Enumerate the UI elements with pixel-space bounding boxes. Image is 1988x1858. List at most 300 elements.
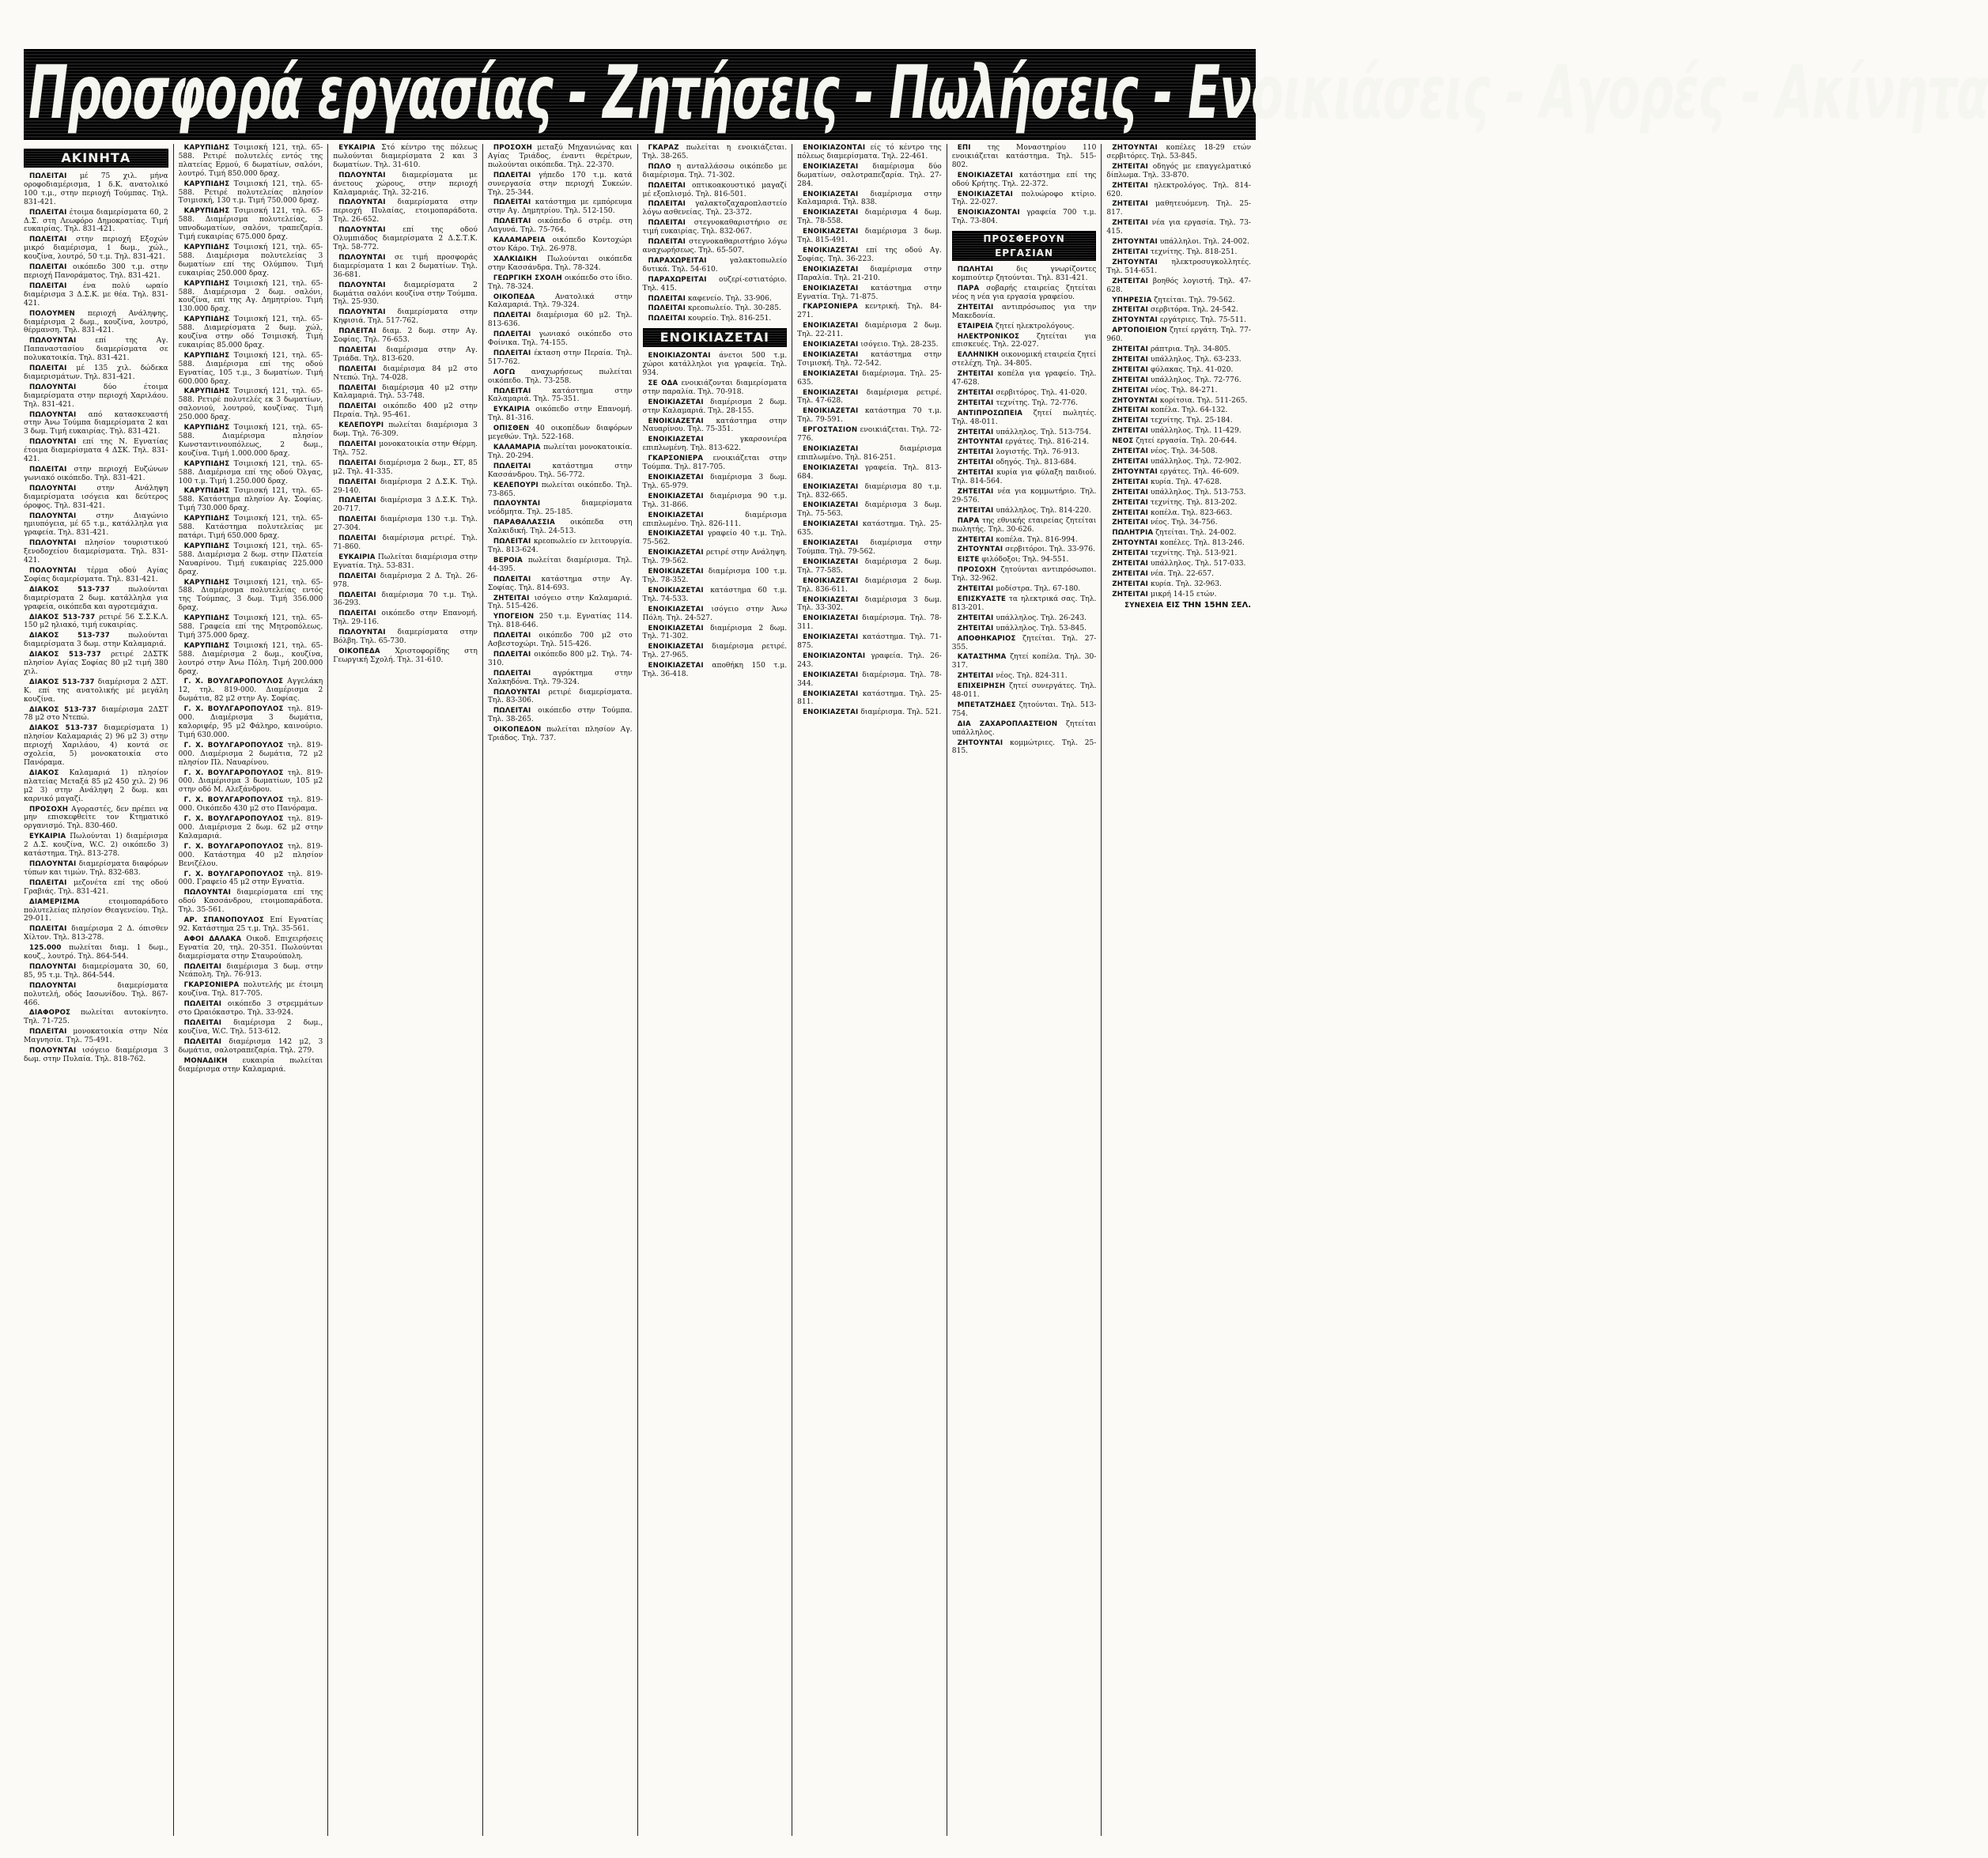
classified-ad	[179, 424, 323, 459]
classified-ad	[797, 690, 942, 708]
ad-keyword: ΥΠΟΓΕΙΟΝ	[493, 613, 535, 621]
ad-keyword: ΕΝΟΙΚΙΑΖΕΤΑΙ	[648, 586, 704, 595]
classified-ad	[179, 180, 323, 206]
classified-ad	[24, 512, 168, 538]
classified-ad	[1106, 238, 1251, 247]
ad-column	[327, 144, 482, 1836]
classified-ad	[952, 635, 1097, 652]
ad-text: ζητούνται. Τηλ. 513-754.	[951, 701, 1097, 718]
ad-text: κατάστημα στην Τσιμισκή. Τηλ. 72-542.	[797, 350, 942, 368]
ad-keyword: ΖΗΤΕΙΤΑΙ	[1112, 417, 1149, 425]
ad-keyword: ΠΩΛΕΙΤΑΙ	[493, 462, 531, 470]
ad-text: μοδίστρα. Τηλ. 67-180.	[993, 585, 1081, 594]
ad-text: διαμέρισμα ρετιρέ. Τηλ. 71-860.	[333, 534, 478, 551]
classified-ad	[1106, 437, 1251, 446]
ad-keyword: ΠΩΛΟΥΝΤΑΙ	[29, 484, 77, 493]
ad-text: διαμερίσματα στην Κηφισιά. Τηλ. 517-762.	[333, 308, 478, 326]
classified-ad	[333, 384, 478, 402]
ad-text: πωλείται διαμέρισμα 3 δωμ. Τηλ. 76-309.	[333, 421, 478, 439]
ad-text: κατάστημα στην Κασσάνδρου. Τηλ. 56-772.	[487, 462, 633, 479]
classified-ad	[643, 398, 788, 416]
classified-ad	[952, 720, 1097, 738]
classified-ad	[643, 606, 788, 623]
classified-ad	[179, 815, 323, 841]
ad-text: υπάλληλος. Τηλ. 72-902.	[1148, 458, 1242, 466]
ad-keyword: ΠΩΛΕΙΤΑΙ	[338, 327, 376, 336]
classified-ad	[643, 200, 788, 217]
classified-ad	[24, 879, 168, 897]
ad-keyword: ΠΟΛΟΥΝΤΑΙ	[29, 566, 77, 575]
ad-text: ρετιρέ 2ΔΣΤΚ πλησίον Αγίας Σοφίας 80 μ2 τιμή 380 χιλ.	[24, 651, 168, 676]
ad-text: κεντρική. Τηλ. 84-271.	[797, 303, 942, 320]
classified-ad	[797, 322, 942, 339]
classified-ad	[488, 217, 633, 235]
classified-ad	[797, 266, 942, 283]
ad-text: μονοκατοικία στην Νέα Μαγνησία. Τηλ. 75-491.	[24, 1028, 168, 1045]
classified-ad	[797, 426, 942, 444]
classified-ad	[333, 365, 478, 383]
ad-text: γραφεία. Τηλ. 26-243.	[797, 651, 942, 669]
classified-ad	[797, 445, 942, 463]
ad-keyword: ΚΑΡΥΠΙΔΗΣ	[183, 207, 230, 216]
ad-keyword: ΠΩΛΟΥΝΤΑΙ	[338, 253, 386, 262]
ad-keyword: ΖΗΤΕΙΤΑΙ	[1112, 590, 1149, 599]
classified-ad	[1106, 468, 1251, 477]
ad-keyword: ΟΙΚΟΠΕΔΟΝ	[493, 726, 542, 735]
classified-ad	[797, 191, 942, 208]
ad-keyword: ΠΩΛΕΙΤΑΙ	[338, 364, 376, 373]
section-heading: ΠΡΟΣΦΕΡΟΥΝ ΕΡΓΑΣΙΑΝ	[952, 231, 1097, 261]
ad-text: υπάλληλος. Τηλ. 513-754.	[993, 428, 1091, 436]
ad-keyword: ΒΕΡΟΙΑ	[493, 556, 523, 565]
classified-ad	[179, 678, 323, 704]
classified-ad	[24, 438, 168, 464]
classified-ad	[488, 198, 633, 216]
classified-ad	[24, 898, 168, 924]
ad-keyword: ΛΟΓΩ	[493, 368, 516, 376]
ad-text: διαμέρισμα επιπλωμένο. Τηλ. 826-111.	[642, 511, 788, 528]
ad-keyword: ΠΩΛΕΙΤΑΙ	[338, 459, 376, 467]
ad-text: τηλ. 819-000. Διαμέρισμα 2 δωμάτια, 72 μ2 πλησίον Πλ. Ναυαρίνου.	[178, 741, 323, 767]
classified-ad	[179, 769, 323, 795]
ad-text: διαμέρισμα 2 δωμ. Τηλ. 71-302.	[642, 624, 788, 641]
ad-text: Τσιμισκή 121, τηλ. 65-588. Διαμέρισμα επί της οδού Εγνατίας, 105 τ.μ., 3 δωματίων. Τιμή 600.000 δραχ.	[178, 351, 323, 386]
ad-text: πωλείται οικόπεδο. Τηλ. 73-865.	[487, 481, 633, 498]
ad-keyword: ΔΙΑΚΟΣ 513-737	[29, 613, 96, 621]
classified-ad	[952, 585, 1097, 594]
classified-ad	[333, 421, 478, 439]
ad-keyword: ΠΩΛΕΙΤΑΙ	[29, 236, 67, 244]
ad-text: ζητεί πωλητές. Τηλ. 48-011.	[951, 409, 1097, 426]
classified-ad	[1106, 163, 1251, 180]
ad-text: διαμέρισμα 40 μ2 στην Καλαμαριά. Τηλ. 53-748.	[333, 383, 478, 401]
ad-keyword: ΕΥΚΑΙΡΙΑ	[29, 833, 66, 841]
ad-keyword: ΖΗΤΕΙΤΑΙ	[1112, 488, 1149, 497]
ad-keyword: ΕΡΓΟΣΤΑΣΙΟΝ	[803, 426, 858, 435]
ad-text: Τσιμισκή 121, τηλ. 65-588. Διαμέρισμα 2 δωμ., κουζίνα, λουτρό στην Άνω Πόλη. Τιμή 200.000 δραχ.	[178, 641, 323, 676]
ad-text: ουζερί-εστιατόριο. Τηλ. 415.	[642, 275, 788, 293]
ad-text: διαμέρισμα στην Παραλία. Τηλ. 21-210.	[797, 265, 942, 282]
ad-text: Τσιμισκή 121, τηλ. 65-588. Διαμέρισμα πλησίον Κωνσταντινουπόλεως, 2 δωμ., κουζίνα. Τιμή 1.000.000 δραχ.	[178, 424, 323, 458]
classified-ad	[24, 944, 168, 961]
ad-text: διαμέρισμα 3 Δ.Σ.Κ. Τηλ. 20-717.	[333, 497, 478, 514]
classified-ad	[333, 610, 478, 627]
ad-text: ευκαιρία πωλείται διαμέρισμα στην Καλαμαριά.	[178, 1056, 323, 1074]
classified-ad	[952, 266, 1097, 283]
ad-keyword: ΖΗΤΕΙΤΑΙ	[1112, 306, 1149, 315]
ad-text: πολυώροφο κτίριο. Τηλ. 22-027.	[951, 190, 1097, 207]
ad-keyword: ΠΑΡΑ	[957, 516, 980, 525]
section-heading: ΑΚΙΝΗΤΑ	[24, 149, 168, 168]
classified-ad	[797, 228, 942, 245]
classified-ad	[24, 364, 168, 382]
ad-text: διαμέρισμα 2 δωμ., ΣΤ, 85 μ2. Τηλ. 41-335.	[333, 459, 478, 476]
ad-text: γαλακτοπωλείο δυτικά. Τηλ. 54-610.	[642, 256, 788, 274]
classified-ad	[488, 425, 633, 442]
ad-text: νέα για εργασία. Τηλ. 73-415.	[1106, 219, 1251, 236]
ad-keyword: ΕΝΟΙΚΙΑΖΕΤΑΙ	[803, 209, 859, 217]
classified-ad	[24, 539, 168, 565]
ad-keyword: ΟΠΙΣΘΕΝ	[493, 425, 530, 433]
ad-keyword: ΖΗΤΕΙΤΑΙ	[1112, 560, 1149, 568]
ad-keyword: ΚΑΡΥΠΙΔΗΣ	[183, 387, 230, 396]
ad-keyword: Γ. Χ. ΒΟΥΛΓΑΡΟΠΟΥΛΟΣ	[183, 842, 284, 851]
ad-keyword: ΠΩΛΕΙΤΑΙ	[29, 172, 67, 180]
ad-keyword: ΖΗΤΟΥΝΤΑΙ	[957, 546, 1003, 554]
ad-text: εργάτριες. Τηλ. 75-511.	[1157, 316, 1246, 325]
classified-ad	[952, 672, 1097, 681]
classified-ad	[24, 860, 168, 878]
ad-text: Τσιμισκή 121, τηλ. 65-588. Διαμέρισμα 2 δωμ. σαλόνι, κουζίνα, επί της Αγ. Δημητρίου. Τιμή 130.000 δραχ.	[178, 279, 323, 314]
classified-ad	[179, 387, 323, 422]
ad-text: κοπέλα. Τηλ. 816-994.	[993, 535, 1078, 544]
ad-keyword: ΠΩΛΟΥΝΤΑΙ	[338, 226, 386, 235]
ad-text: διαμέρισμα 60 μ2. Τηλ. 813-636.	[487, 312, 633, 329]
ad-text: υπάλληλος. Τηλ. 513-753.	[1148, 488, 1246, 497]
ad-keyword: ΕΝΟΙΚΙΑΖΕΤΑΙ	[803, 501, 859, 510]
classified-ad	[333, 308, 478, 326]
classified-ad	[1106, 376, 1251, 385]
ad-keyword: ΕΝΟΙΚΙΑΖΕΤΑΙ	[648, 549, 704, 557]
classified-ad	[179, 352, 323, 387]
classified-ad	[179, 144, 323, 179]
classified-ad	[952, 739, 1097, 757]
classified-ad	[24, 337, 168, 363]
ad-keyword: Γ. Χ. ΒΟΥΛΓΑΡΟΠΟΥΛΟΣ	[183, 705, 284, 714]
classified-ad	[952, 459, 1097, 467]
classified-ad	[179, 796, 323, 814]
ad-text: κατάστημα στην Ναυαρίνου. Τηλ. 75-351.	[642, 417, 788, 434]
classified-ad	[797, 144, 942, 161]
ad-keyword: ΓΕΩΡΓΙΚΗ ΣΧΟΛΗ	[493, 274, 562, 282]
ad-text: οικόπεδο 3 στρεμμάτων στο Ωραιόκαστρο. Τηλ. 33-924.	[178, 1000, 323, 1018]
classified-ad	[797, 407, 942, 425]
ad-keyword: ΟΙΚΟΠΕΔΑ	[338, 647, 380, 655]
ad-keyword: ΠΩΛΟΥΝΤΑΙ	[338, 171, 386, 179]
ad-keyword: ΠΩΛΕΙΤΑΙ	[493, 650, 531, 659]
classified-ad	[952, 399, 1097, 408]
classified-ad	[952, 429, 1097, 437]
ad-text: ζητείται. Τηλ. 24-002.	[1153, 529, 1237, 538]
classified-ad	[1106, 458, 1251, 466]
ad-keyword: ΖΗΤΕΙΤΑΙ	[957, 370, 994, 379]
ad-text: διαμέρισμα 2 δωμ. στην Καλαμαριά. Τηλ. 28-155.	[642, 398, 788, 415]
classified-ad	[333, 144, 478, 170]
ad-text: τεχνίτης. Τηλ. 813-202.	[1148, 498, 1238, 507]
ad-text: μικρή 14-15 ετών.	[1148, 590, 1217, 599]
ad-text: ζητεί συνεργάτες. Τηλ. 48-011.	[951, 682, 1097, 700]
ad-text: υπάλληλος. Τηλ. 11-429.	[1148, 427, 1242, 436]
ad-keyword: ΠΡΟΣΟΧΗ	[493, 144, 533, 152]
ad-keyword: ΠΩΛΕΙΤΑΙ	[338, 534, 376, 543]
ad-text: πολυτελής με έτοιμη κουζίνα. Τηλ. 817-705.	[178, 981, 323, 999]
ad-keyword: ΖΗΤΕΙΤΑΙ	[1112, 508, 1149, 517]
ad-text: στην περιοχή Εξοχών μικρό διαμέρισμα, 1 δωμ., χώλ., κουζίνα, λουτρό, 50 τ.μ. Τηλ. 831-421.	[24, 236, 168, 262]
ad-text: γωνιακό οικόπεδο στο Φοίνικα. Τηλ. 74-155.	[487, 330, 633, 348]
classified-ad	[333, 572, 478, 590]
ad-keyword: ΔΙΑΚΟΣ 513-737	[29, 678, 95, 686]
ad-keyword: ΖΗΤΟΥΝΤΑΙ	[1112, 144, 1158, 152]
classified-ad	[179, 705, 323, 740]
ad-keyword: ΕΝΟΙΚΙΑΖΕΤΑΙ	[803, 350, 859, 359]
classified-ad	[488, 463, 633, 480]
classified-ad	[1106, 259, 1251, 276]
ad-keyword: ΕΝΟΙΚΙΑΖΕΤΑΙ	[803, 190, 859, 198]
classified-ad	[643, 417, 788, 435]
ad-keyword: ΕΝΟΙΚΙΑΖΕΤΑΙ	[803, 463, 859, 472]
ad-text: κρεοπωλείο εν λειτουργία. Τηλ. 813-624.	[487, 538, 633, 554]
ad-keyword: ΖΗΤΟΥΝΤΑΙ	[1112, 467, 1158, 476]
classified-ad	[797, 483, 942, 500]
ad-keyword: ΠΩΛΕΙΤΑΙ	[338, 497, 376, 505]
ad-text: ζητείται υπάλληλος.	[951, 719, 1097, 737]
ad-text: οικόπεδο 400 μ2 στην Περαία. Τηλ. 95-461.	[333, 402, 478, 420]
ad-keyword: ΔΙΑΜΕΡΙΣΜΑ	[29, 897, 80, 906]
classified-ad	[488, 670, 633, 687]
ad-keyword: ΖΗΤΟΥΝΤΑΙ	[1112, 539, 1158, 548]
ad-keyword: ΠΩΛΟΥΝΤΑΙ	[338, 281, 386, 289]
ad-keyword: ΕΝΟΙΚΙΑΖΕΤΑΙ	[957, 171, 1014, 179]
ad-text: διαμέρισμα 3 δωμ. στην Νεάπολη. Τηλ. 76-913.	[178, 962, 323, 980]
ad-keyword: ΖΗΤΕΙΤΑΙ	[1112, 162, 1149, 171]
ad-keyword: ΚΑΡΥΠΙΔΗΣ	[183, 487, 230, 496]
ad-text: άνετοι 500 τ.μ. χώροι κατάλληλοι για γραφεία. Τηλ. 934.	[642, 352, 788, 378]
ad-keyword: ΖΗΤΕΙΤΑΙ	[1112, 386, 1149, 395]
classified-ad	[1106, 448, 1251, 456]
ad-text: Επί Εγνατίας 92. Κατάστημα 25 τ.μ. Τηλ. 35-561.	[178, 916, 323, 933]
ad-text: Τσιμισκή 121, τηλ. 65-588. Γραφεία επί της Μητροπόλεως. Τιμή 375.000 δραχ.	[178, 614, 323, 640]
classified-ad	[797, 614, 942, 632]
ad-keyword: ΕΝΟΙΚΙΑΖΕΤΑΙ	[648, 511, 704, 519]
ad-text: οικόπεδο 700 μ2 στο Ασβεστοχώρι. Τηλ. 515-426.	[487, 632, 633, 649]
ad-keyword: ΖΗΤΕΙΤΑΙ	[1112, 219, 1149, 228]
ad-keyword: ΖΗΤΕΙΤΑΙ	[957, 303, 994, 312]
ad-text: κατάστημα επί της οδού Κρήτης. Τηλ. 22-372.	[951, 171, 1097, 188]
ad-keyword: ΕΝΟΙΚΙΑΖΟΝΤΑΙ	[803, 144, 866, 152]
ad-text: έκταση στην Περαία. Τηλ. 517-762.	[487, 349, 633, 366]
classified-ad	[1106, 580, 1251, 589]
ad-keyword: ΠΩΛΕΙΤΑΙ	[338, 515, 376, 524]
classified-ad	[1106, 387, 1251, 395]
ad-keyword: ΕΝΟΙΚΙΑΖΕΤΑΙ	[648, 474, 704, 481]
ad-keyword: ΔΙΑΦΟΡΟΣ	[29, 1009, 71, 1018]
classified-ad	[643, 436, 788, 453]
ad-text: διαμερίσματα με άνετους χώρους, στην περιοχή Καλαμαριάς. Τηλ. 32-216.	[333, 171, 478, 197]
ad-text: 250 τ.μ. Εγνατίας 114. Τηλ. 818-646.	[487, 613, 633, 630]
ad-text: γκαρσονιέρα επιπλωμένη. Τηλ. 813-622.	[642, 436, 788, 453]
ad-keyword: ΖΗΤΕΙΤΑΙ	[1112, 519, 1149, 527]
classified-ad	[643, 144, 788, 161]
classified-ad	[488, 538, 633, 555]
ad-keyword: ΖΗΤΕΙΤΑΙ	[957, 459, 994, 467]
classified-ad	[179, 542, 323, 577]
ad-text: κατάστημα στην Αγ. Σοφίας. Τηλ. 814-693.	[487, 575, 633, 592]
classified-ad	[952, 448, 1097, 457]
ad-keyword: ΚΑΡΥΠΙΔΗΣ	[183, 641, 230, 650]
ad-text: επί της οδού Ολυμπιάδος διαμερίσματα 2 Δ.Σ.Τ.Κ. Τηλ. 58-772.	[333, 226, 478, 251]
ad-keyword: ΖΗΤΕΙΤΑΙ	[957, 398, 994, 407]
ad-text: διαμερίσματα επί της οδού Κασσάνδρου, ετοιμοπαράδοτα. Τηλ. 35-561.	[178, 889, 323, 915]
ad-keyword: ΠΩΛΟ	[648, 162, 671, 171]
ad-keyword: ΠΩΛΟΥΝΤΑΙ	[29, 337, 77, 346]
classified-ad	[333, 402, 478, 420]
ad-text: υπάλληλος. Τηλ. 72-776.	[1148, 376, 1242, 384]
classified-ad	[488, 576, 633, 593]
ad-keyword: ΕΥΚΑΙΡΙΑ	[338, 144, 376, 152]
ad-text: οικονομική εταιρεία ζητεί στελέχη. Τηλ. 34-805.	[951, 351, 1097, 368]
ad-text: υπάλληλος. Τηλ. 814-220.	[993, 506, 1091, 515]
classified-ad	[488, 689, 633, 706]
ad-keyword: ΠΩΛΕΙΤΑΙ	[29, 1028, 67, 1037]
ad-keyword: ΕΝΟΙΚΙΑΖΕΤΑΙ	[957, 190, 1014, 198]
classified-ad	[952, 488, 1097, 505]
ad-keyword: ΖΗΤΕΙΤΑΙ	[1112, 200, 1149, 209]
ad-keyword: ΠΩΛΟΥΝΤΑΙ	[29, 539, 77, 548]
ad-text: διαμέρισμα επιπλωμένο. Τηλ. 816-251.	[797, 445, 942, 462]
ad-keyword: ΕΥΚΑΙΡΙΑ	[493, 406, 531, 414]
ad-keyword: ΜΠΕΤΑΤΖΗΔΕΣ	[957, 701, 1016, 709]
ad-keyword: ΖΗΤΕΙΤΑΙ	[1112, 549, 1149, 558]
ad-keyword: Γ. Χ. ΒΟΥΛΓΑΡΟΠΟΥΛΟΣ	[183, 796, 284, 805]
ad-text: λογιστής. Τηλ. 76-913.	[993, 448, 1080, 457]
ad-text: περιοχή Ανάληψης, διαμέρισμα 2 δωμ., κουζίνα, λουτρό, θέρμανση. Τηλ. 831-421.	[24, 309, 168, 335]
ad-keyword: ΕΝΟΙΚΙΑΖΕΤΑΙ	[648, 492, 704, 500]
ad-text: διαμέρισμα στην Τούμπα. Τηλ. 79-562.	[797, 539, 942, 556]
ad-text: ζητείται για επισκευές. Τηλ. 22-027.	[951, 332, 1097, 349]
classified-ad	[1106, 366, 1251, 375]
ad-text: υπάλληλος. Τηλ. 517-033.	[1148, 560, 1246, 568]
classified-ad	[488, 330, 633, 348]
classified-ad	[643, 257, 788, 274]
ad-text: βοηθός λογιστή. Τηλ. 47-628.	[1106, 277, 1251, 294]
ad-text: διαμέρισμα στην Αγ. Τριάδα. Τηλ. 813-620.	[333, 346, 478, 363]
classified-ad	[488, 557, 633, 574]
ad-text: ζητούνται αντιπρόσωποι. Τηλ. 32-962.	[951, 566, 1097, 583]
classified-ad	[24, 567, 168, 584]
classified-ad	[797, 464, 942, 481]
ad-text: διαμέρισμα 2 Δ.Σ.Κ. Τηλ. 29-140.	[333, 478, 478, 495]
classified-ad	[1106, 306, 1251, 315]
classified-ad	[1106, 427, 1251, 436]
ad-text: διαμέρισμα 2 Δ. Τηλ. 26-978.	[333, 572, 478, 589]
ad-keyword: ΠΩΛΕΙΤΑΙ	[493, 575, 531, 583]
classified-ad	[333, 553, 478, 571]
classified-ad	[333, 198, 478, 225]
ad-keyword: ΚΑΡΥΠΙΔΗΣ	[183, 614, 230, 623]
classified-ad	[24, 1028, 168, 1045]
ad-text: τα ηλεκτρικά σας. Τηλ. 813-201.	[951, 595, 1097, 612]
ad-keyword: ΕΝΟΙΚΙΑΖΟΝΤΑΙ	[803, 651, 866, 660]
ad-keyword: ΕΝΟΙΚΙΑΖΕΤΑΙ	[803, 162, 859, 171]
ad-keyword: ΠΩΛΕΙΤΑΙ	[338, 383, 376, 392]
classified-ad	[333, 515, 478, 533]
classified-ad	[952, 351, 1097, 368]
ad-keyword: ΖΗΤΕΙΤΑΙ	[1112, 569, 1149, 578]
ad-column	[24, 144, 173, 1836]
ad-text: Χριστοφορίδης στη Γεωργική Σχολή. Τηλ. 31-610.	[333, 647, 478, 664]
ad-text: γραφείο 40 τ.μ. Τηλ. 75-562.	[642, 530, 788, 547]
ad-text: διαμέρισμα. Τηλ. 25-635.	[797, 369, 942, 387]
classified-ad	[643, 219, 788, 236]
ad-keyword: ΠΩΛΕΙΤΑΙ	[493, 198, 531, 207]
ad-keyword: ΔΙΑΚΟΣ 513-737	[29, 705, 97, 714]
ad-text: της εθνικής εταιρείας ζητείται πωλητής. Τηλ. 30-626.	[951, 516, 1097, 534]
ad-text: στην Διαγώνιο ημιυπόγεια, μέ 65 τ.μ., κατάλληλα για γραφεία. Τηλ. 831-421.	[24, 512, 168, 538]
ad-keyword: ΠΑΡΑ	[957, 284, 980, 293]
ad-text: ισόγειο. Τηλ. 28-235.	[858, 341, 939, 349]
ad-keyword: ΠΩΛΕΙΤΑΙ	[29, 263, 67, 272]
ad-keyword: ΠΩΛΕΙΤΑΙ	[338, 346, 376, 354]
ad-text: οικόπεδο στην Επανομή. Τηλ. 29-116.	[333, 610, 478, 627]
classified-ad	[797, 163, 942, 189]
ad-text: διαμέρισμα 2 δωμ. Τηλ. 836-611.	[797, 576, 942, 594]
ad-keyword: ΠΩΛΕΙΤΑΙ	[338, 402, 376, 411]
ad-text: στεγνοκαθαριστήριο λόγω αναχωρήσεως. Τηλ. 65-507.	[642, 238, 788, 255]
ad-keyword: ΖΗΤΕΙΤΑΙ	[1112, 448, 1149, 456]
ad-text: από κατασκευαστή στην Άνω Τούμπα διαμερίσματα 2 και 3 δωμ. Τιμή ευκαιρίας. Τηλ. 831-421.	[24, 410, 168, 436]
classified-ad	[179, 1057, 323, 1074]
ad-keyword: ΠΩΛΟΥΝΤΑΙ	[493, 688, 541, 697]
classified-ad	[179, 1038, 323, 1056]
ad-keyword: ΖΗΤΕΙΤΑΙ	[957, 624, 994, 633]
ad-keyword: ΕΝΟΙΚΙΑΖΕΤΑΙ	[648, 568, 704, 576]
ad-text: διαμέρισμα δύο δωματίων, σαλοτραπεζαρία. Τηλ. 27-284.	[797, 162, 942, 188]
classified-ad	[797, 520, 942, 538]
classified-ad	[179, 487, 323, 513]
ad-keyword: ΕΝΟΙΚΙΑΖΕΤΑΙ	[803, 445, 859, 453]
classified-ad	[952, 507, 1097, 515]
ad-text: Αγοραστές, δεν πρέπει να μην επισκεφθείτε τον Κτηματικό οργανισμό. Τηλ. 830-460.	[24, 805, 168, 831]
ad-text: τηλ. 819-000. Διαμέρισμα 3 δωματίων, 105 μ2 στην οδό Μ. Αλεξάνδρου.	[178, 769, 323, 795]
classified-ad	[24, 485, 168, 511]
ad-keyword: ΠΩΛΕΙΤΑΙ	[493, 632, 531, 640]
ad-keyword: ΠΩΛΕΙΤΑΙ	[493, 217, 531, 226]
ad-keyword: ΠΩΛΕΙΤΑΙ	[29, 878, 67, 887]
ad-text: Τσιμισκή 121, τηλ. 65-588. Ρετιρέ πολυτελείας πλησίον Τσιμισκή, 130 τ.μ. Τιμή 750.000 δραχ.	[178, 179, 323, 206]
classified-ad	[952, 323, 1097, 331]
ad-keyword: ΕΝΟΙΚΙΑΖΕΤΑΙ	[648, 398, 704, 406]
classified-ad	[488, 613, 633, 630]
ad-keyword: ΠΩΛΟΥΝΤΑΙ	[183, 889, 232, 897]
ad-keyword: ΠΑΡΑΧΩΡΕΙΤΑΙ	[648, 256, 707, 265]
ad-keyword: ΕΝΟΙΚΙΑΖΕΤΑΙ	[803, 246, 859, 255]
ad-text: διαμέρισμα στην Καλαμαριά. Τηλ. 838.	[797, 190, 942, 207]
classified-ad	[643, 493, 788, 510]
ad-keyword: ΚΑΡΥΠΙΔΗΣ	[183, 459, 230, 468]
ad-text: τεχνίτης. Τηλ. 72-776.	[993, 398, 1078, 407]
ad-text: πλησίον τουριστικού ξενοδοχείου διαμερίσματα. Τηλ. 831-421.	[24, 539, 168, 565]
classified-ad	[333, 254, 478, 280]
